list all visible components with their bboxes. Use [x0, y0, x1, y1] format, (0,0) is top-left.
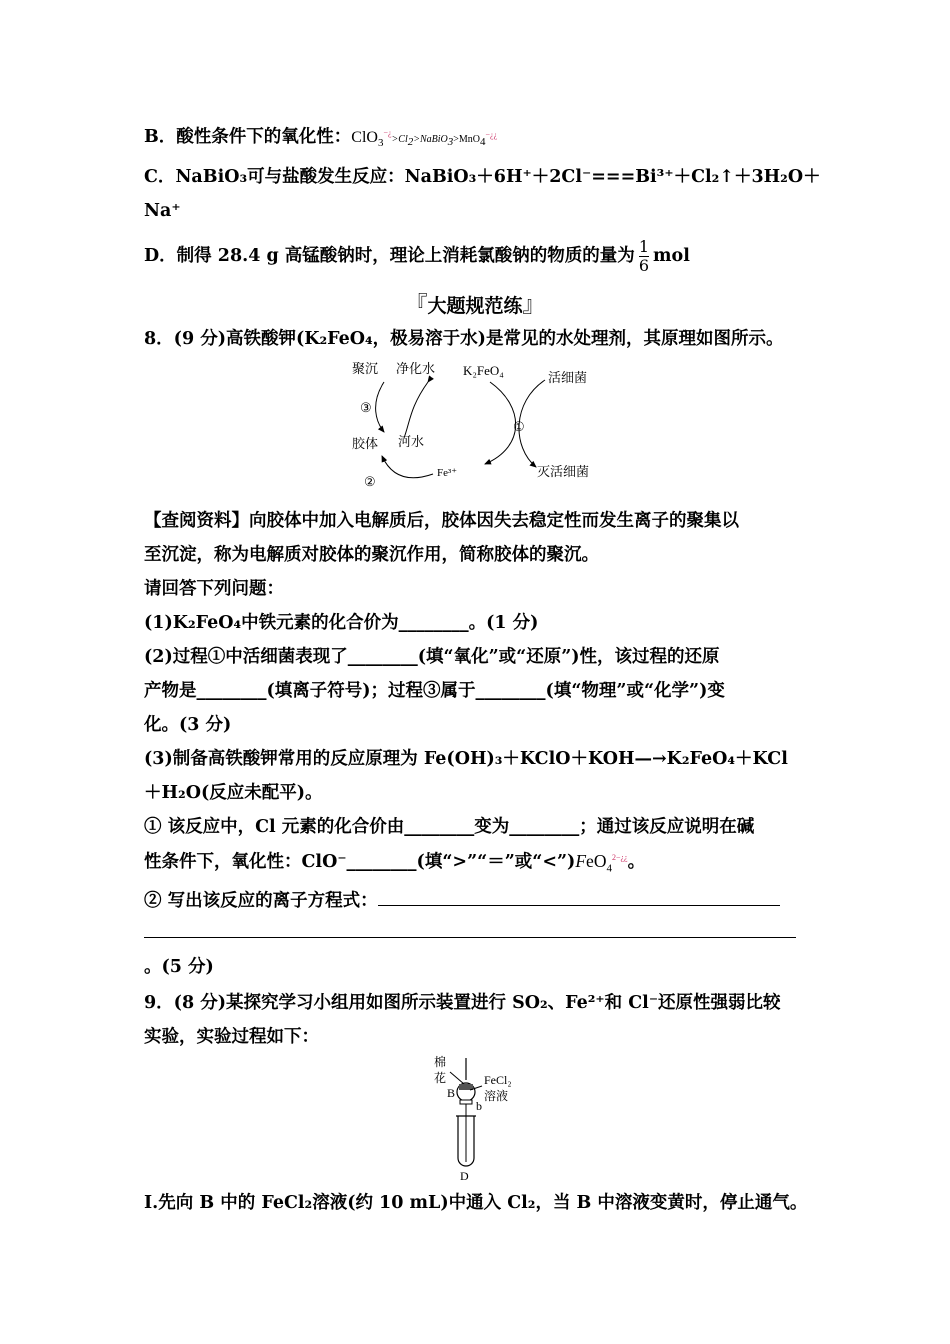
label-jiaoti: 胶体 [352, 436, 379, 451]
q8-part3e [144, 890, 780, 912]
ref-line1: 【查阅资料】向胶体中加入电解质后，胶体因失去稳定性而发生离子的聚集以 [144, 511, 739, 531]
answer-blank-1[interactable] [378, 905, 780, 906]
q8-part3d: 性条件下，氧化性：ClO⁻________(填“>”“＝”或“<”)FeO$_4^{2-¿¿}$。 [144, 851, 646, 875]
curve-process3-left [376, 382, 384, 432]
q8-part3g: 。(5 分) [144, 957, 214, 977]
cotton [459, 1084, 473, 1090]
label-heshui: 河水 [398, 434, 425, 449]
q8-part3c: ① 该反应中，Cl 元素的化合价由________变为________；通过该反应说明在碱 [144, 817, 755, 837]
option-c-label: C． [144, 167, 176, 187]
fraction-one-sixth: $\frac{1}{6}$ [638, 237, 649, 275]
label-b-upper: B [447, 1086, 456, 1100]
label-b-lower: b [476, 1099, 482, 1113]
answer-blank-2[interactable] [144, 922, 796, 944]
label-jinghuashui: 净化水 [396, 361, 436, 376]
curve-process1-left [485, 382, 516, 464]
label-mian: 棉 [434, 1055, 447, 1069]
option-b-text: 酸性条件下的氧化性： [176, 127, 352, 147]
ask-line: 请回答下列问题： [144, 579, 284, 599]
q8-intro: 8．(9 分)高铁酸钾(K₂FeO₄，极易溶于水)是常见的水处理剂，其原理如图所示。 [144, 329, 784, 349]
q9-intro1: 9．(8 分)某探究学习小组用如图所示装置进行 SO₂、Fe²⁺和 Cl⁻还原性强弱比较 [144, 993, 781, 1013]
q8-part2b: 产物是________(填离子符号)；过程③属于________(填“物理”或“化学”)变 [144, 681, 725, 701]
section-title: 大题规范练 [427, 295, 523, 317]
label-step3: ③ [360, 400, 372, 415]
label-huoxijun: 活细菌 [548, 370, 588, 385]
q8-part1: (1)K₂FeO₄中铁元素的化合价为________。(1 分) [144, 613, 539, 633]
cotton-pointer [450, 1072, 464, 1084]
feo4-formula: FeO$_4^{2-¿¿}$ [575, 851, 628, 875]
q8-figure [340, 352, 640, 492]
label-step1: ① [513, 419, 525, 434]
curve-process2 [382, 456, 433, 478]
label-hua: 花 [434, 1071, 447, 1085]
option-b-label: B． [144, 127, 177, 147]
label-d: D [460, 1169, 469, 1183]
label-step2: ② [364, 474, 376, 489]
q8-part3d-text: 性条件下，氧化性：ClO⁻________(填“>”“＝”或“<”) [144, 852, 576, 872]
q8-part3b: ＋H₂O(反应未配平)。 [144, 783, 323, 803]
curve-process3-right [404, 382, 428, 438]
q8-part2a: (2)过程①中活细菌表现了________(填“氧化”或“还原”)性，该过程的还原 [144, 647, 720, 667]
q9-apparatus-figure [420, 1050, 540, 1185]
q8-part2c: 化。(3 分) [144, 715, 232, 735]
ref-line2: 至沉淀，称为电解质对胶体的聚沉作用，简称胶体的聚沉。 [144, 545, 599, 565]
option-c-line2: Na⁺ [144, 201, 181, 221]
stopcock [460, 1100, 472, 1104]
option-d [144, 234, 690, 278]
option-b [144, 126, 497, 151]
label-rongye: 溶液 [484, 1089, 509, 1103]
option-c-text: NaBiO₃可与盐酸发生反应：NaBiO₃＋6H⁺＋2Cl⁻===Bi³⁺＋Cl₂↑＋3H₂O＋ [175, 167, 821, 187]
label-k2feo4: K₂FeO₄ [463, 363, 504, 378]
q9-intro2: 实验，实验过程如下： [144, 1027, 319, 1047]
option-b-formula: $ClO_3^{-¿}>Cl_2>NaBiO_3>MnO_4^{-¿¿}$ [351, 128, 498, 150]
option-c-line1 [144, 166, 821, 188]
label-miehuo: 灭活细菌 [537, 464, 590, 479]
section-header: 『大题规范练』 [405, 293, 545, 318]
q9-step1: Ⅰ.先向 B 中的 FeCl₂溶液(约 10 mL)中通入 Cl₂，当 B 中溶液变黄时，停止通气。 [144, 1193, 808, 1213]
option-d-text: D．制得 28.4 g 高锰酸钠时，理论上消耗氯酸钠的物质的量为 [144, 246, 635, 266]
q8-part3e-text: ② 写出该反应的离子方程式： [144, 891, 378, 911]
option-d-unit: mol [653, 246, 690, 266]
label-fecl2: FeCl₂ [484, 1073, 512, 1087]
q8-part3a: (3)制备高铁酸钾常用的反应原理为 Fe(OH)₃＋KClO＋KOH—→K₂FeO₄＋KCl [144, 749, 788, 769]
label-juchen: 聚沉 [352, 361, 379, 376]
label-fe3: Fe³⁺ [437, 467, 458, 479]
